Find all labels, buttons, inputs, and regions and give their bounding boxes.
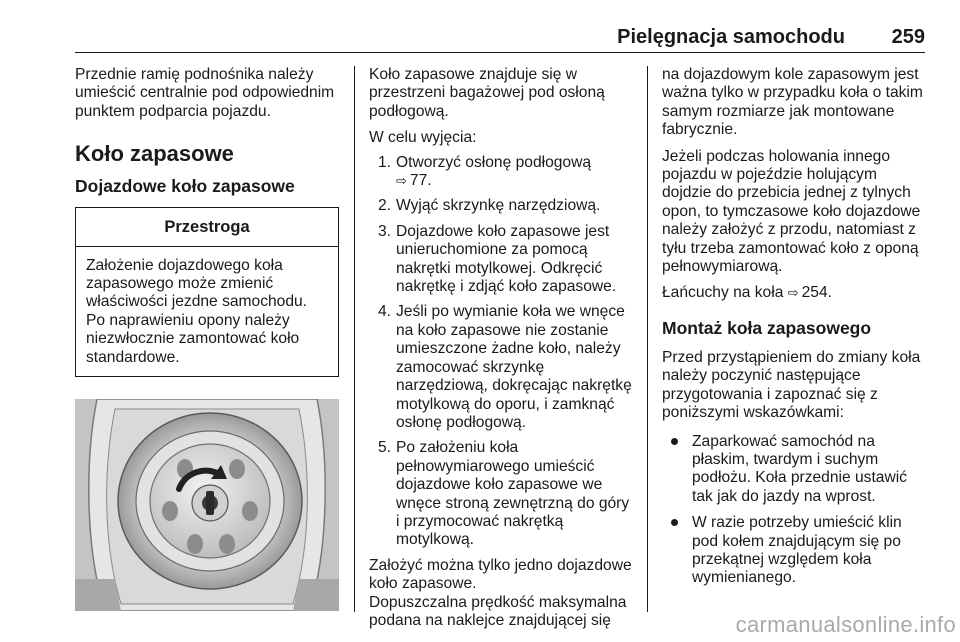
chains-reference-text: Łańcuchy na koła	[662, 284, 784, 302]
section-heading: Koło zapasowe	[75, 141, 234, 167]
column-divider	[354, 66, 355, 612]
subsection-heading: Dojazdowe koło zapasowe	[75, 176, 295, 197]
paragraph: Koło zapasowe znajduje się w przestrzeni bagażowej pod osłoną podłogową.	[369, 66, 605, 120]
removal-steps	[369, 154, 634, 550]
step-text: Otworzyć osłonę podłogową	[396, 153, 592, 171]
watermark: carmanualsonline.info	[735, 612, 956, 637]
step-number: 2.	[378, 197, 392, 215]
page-reference[interactable]: 254.	[801, 284, 832, 302]
page-reference[interactable]: 77.	[409, 172, 432, 190]
list-item	[369, 303, 634, 432]
list-item	[662, 514, 928, 588]
paragraph: W celu wyjęcia:	[369, 129, 477, 147]
step-text: Jeśli po wymianie koła we wnęce na koło zapasowe nie zostanie umieszczone żadne koło, należy zamocować skrzynkę narzędziową, dokręcając nakrętkę motylkową do oporu, i zamknąć osłonę podłogową.	[396, 303, 632, 431]
paragraph: na dojazdowym kole zapasowym jest ważna tylko w przypadku koła o takim samym rozmiarze jak montowane fabrycznie.	[662, 66, 923, 139]
column-divider	[647, 66, 648, 612]
list-item	[369, 223, 634, 297]
paragraph: Dopuszczalna prędkość maksymalna podana na naklejce znajdującej się	[369, 593, 627, 629]
step-number: 3.	[378, 222, 392, 240]
list-item	[369, 439, 634, 549]
page-reference-arrow-icon: ⇨	[787, 285, 799, 301]
step-number: 4.	[378, 303, 392, 321]
bullet-text: Zaparkować samochód na płaskim, twardym i suchym podłożu. Koła przednie ustawić tak jak do jazdy na wprost.	[692, 432, 907, 505]
intro-paragraph: Przednie ramię podnośnika należy umieścić centralnie pod odpowiednim punktem podparcia pojazdu.	[75, 66, 335, 120]
list-item	[662, 433, 928, 507]
chapter-title: Pielęgnacja samochodu	[617, 26, 845, 48]
list-item	[369, 197, 634, 215]
paragraph	[662, 284, 928, 302]
column-right	[662, 66, 928, 596]
column-middle	[369, 66, 634, 630]
step-text: Wyjąć skrzynkę narzędziową.	[396, 197, 601, 215]
bullet-icon	[671, 438, 678, 445]
subsection-heading: Montaż koła zapasowego	[662, 317, 872, 338]
paragraph: Założyć można tylko jedno dojazdowe koło zapasowe.	[369, 556, 632, 593]
step-number: 5.	[378, 439, 392, 457]
preparation-list	[662, 433, 928, 588]
bullet-icon	[671, 519, 678, 526]
paragraph: Przed przystąpieniem do zmiany koła należy poczynić następujące przygotowania i zapoznać się z poniższymi wskazówkami:	[662, 348, 921, 422]
step-number: 1.	[378, 153, 392, 171]
page-number: 259	[891, 26, 925, 48]
bullet-text: W razie potrzeby umieścić klin pod kołem znajdującym się po przekątnej względem koła wymienianego.	[692, 514, 902, 587]
step-text: Dojazdowe koło zapasowe jest unieruchomione za pomocą nakrętki motylkowej. Odkręcić nakrętkę i zdjąć koło zapasowe.	[396, 222, 617, 296]
caution-box	[75, 207, 339, 377]
page-reference-arrow-icon: ⇨	[396, 173, 407, 189]
page-header	[75, 22, 925, 53]
list-item	[369, 154, 634, 191]
spare-wheel-illustration	[75, 399, 339, 611]
step-text: Po założeniu koła pełnowymiarowego umieścić dojazdowe koło zapasowe we wnęce stroną zewnętrzną do góry i przymocować nakrętką motylkową.	[396, 439, 630, 549]
paragraph: Jeżeli podczas holowania innego pojazdu w pojeździe holującym dojdzie do przebicia jednej z tylnych opon, to tymczasowe koło dojazdowe należy założyć z przodu, natomiast z tyłu trzeba zamontować koło z oponą pełnowymiarową.	[662, 147, 921, 276]
caution-title: Przestroga	[76, 208, 338, 246]
column-left	[75, 66, 347, 611]
caution-text: Założenie dojazdowego koła zapasowego może zmienić właściwości jezdne samochodu. Po naprawieniu opony należy niezwłocznie zamontować koło standardowe.	[86, 256, 308, 366]
